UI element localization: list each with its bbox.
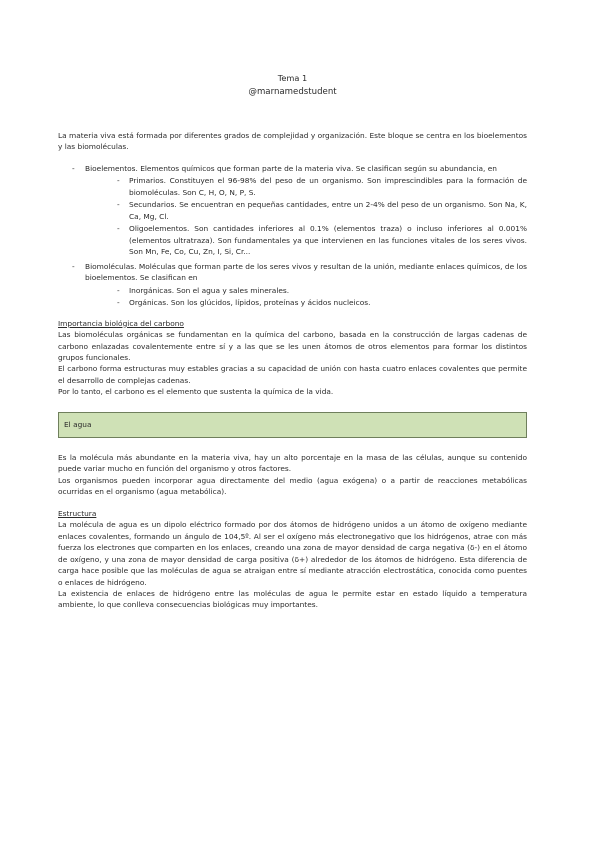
carbono-paragraph: Por lo tanto, el carbono es el elemento que sustenta la química de la vida. [58,387,334,397]
carbono-heading: Importancia biológica del carbono [58,318,184,328]
author-handle: @marnamedstudent [248,86,337,97]
estructura-paragraph: La existencia de enlaces de hidrógeno entre las moléculas de agua le permite estar en estado líquido a temperatura ambiente, lo que conlleva consecuencias biológicas muy importantes. [58,589,527,610]
list-item-bioelementos [58,163,527,258]
intro-paragraph: La materia viva está formada por diferentes grados de complejidad y organización. Este bloque se centra en los bioelementos y las biomoléculas. [58,131,527,152]
bioelementos-sublist [85,175,527,257]
biomoleculas-sublist [85,285,527,309]
document-page [58,72,527,611]
page-title: Tema 1 [277,73,308,83]
estructura-heading: Estructura [58,508,97,518]
classification-list [58,163,527,309]
list-item: - Secundarios. Se encuentran en pequeñas cantidades, entre un 2-4% del peso de un organismo. Son Na, K, Ca, Mg, Cl. [85,199,527,222]
biomoleculas-text: Biomoléculas. Moléculas que forman parte de los seres vivos y resultan de la unión, mediante enlaces químicos, de los bioelementos. Se clasifican en [85,261,527,283]
bioelementos-text: Bioelementos. Elementos químicos que forman parte de la materia viva. Se clasifican según su abundancia, en [85,163,497,173]
agua-box-title: El agua [64,419,92,429]
carbono-paragraph: Las biomoléculas orgánicas se fundamentan en la química del carbono, basada en la construcción de largas cadenas de carbono enlazadas covalentemente entre sí y a las que se les unen átomos de otros elementos para formar los distintos grupos funcionales. [58,330,527,362]
agua-section-box [58,412,527,438]
list-item-biomoleculas [58,261,527,309]
list-item: - Primarios. Constituyen el 96-98% del peso de un organismo. Son imprescindibles para la formación de biomoléculas. Son C, H, O, N, P, S. [85,175,527,198]
estructura-paragraph: La molécula de agua es un dipolo eléctrico formado por dos átomos de hidrógeno unidos a un átomo de oxígeno mediante enlaces covalentes, formando un ángulo de 104,5º. Al ser el oxígeno más electronegativo que los hidrógenos, atrae con más fuerza los electrones que comparten en los enlaces, creando una zona de mayor densidad de carga negativa (δ-) en el átomo de oxígeno, y una zona de mayor densidad de carga positiva (δ+) alrededor de los átomos de hidrógeno. Esta diferencia de carga hace posible que las moléculas de agua se atraigan entre sí mediante atracción electrostática, conocida como puentes o enlaces de hidrógeno. [58,520,527,587]
carbono-paragraph: El carbono forma estructuras muy estables gracias a su capacidad de unión con hasta cuatro enlaces covalentes que permite el desarrollo de complejas cadenas. [58,364,527,385]
list-item: - Inorgánicas. Son el agua y sales minerales. [85,285,527,296]
agua-paragraph: Los organismos pueden incorporar agua directamente del medio (agua exógena) o a partir de reacciones metabólicas ocurridas en el organismo (agua metabólica). [58,475,527,497]
agua-paragraph: Es la molécula más abundante en la materia viva, hay un alto porcentaje en la masa de las células, aunque su contenido puede variar mucho en función del organismo y otros factores. [58,452,527,474]
list-item: - Oligoelementos. Son cantidades inferiores al 0.1% (elementos traza) o incluso inferiores al 0.001% (elementos ultratraza). Son fundamentales ya que intervienen en las funciones vitales de los seres vivos. Son Mn, Fe, Co, Cu, Zn, I, Si, Cr... [85,223,527,257]
list-item: - Orgánicas. Son los glúcidos, lípidos, proteínas y ácidos nucleicos. [85,297,527,308]
